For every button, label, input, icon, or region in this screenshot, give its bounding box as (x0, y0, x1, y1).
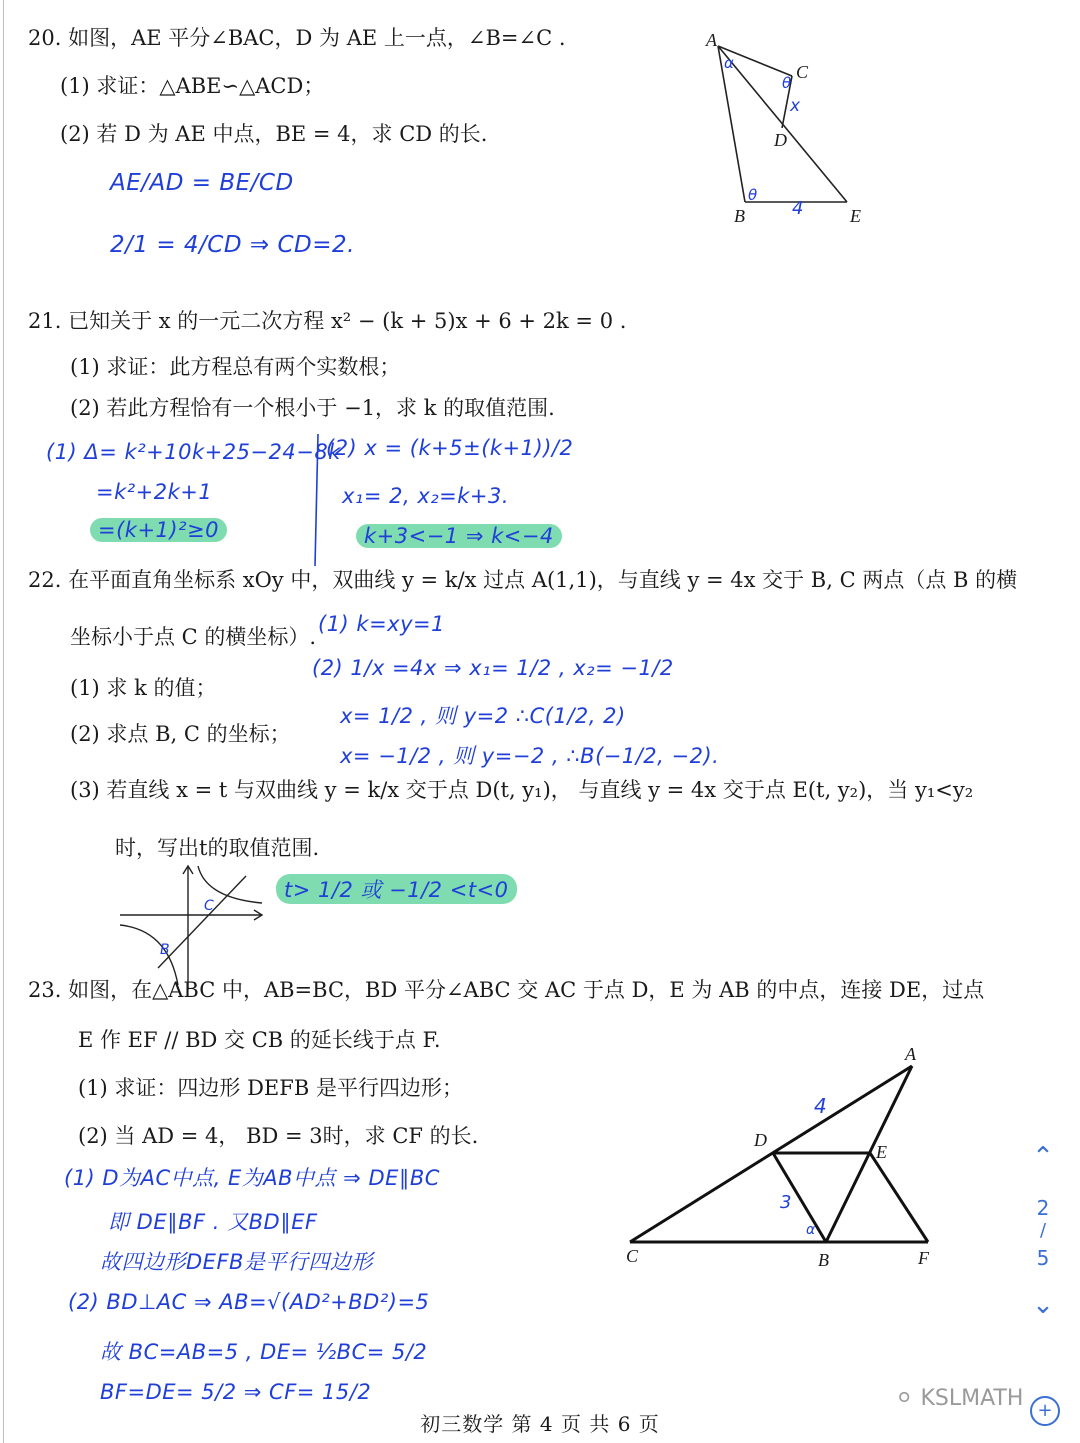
q23-work4: (2) BD⊥AC ⇒ AB=√(AD²+BD²)=5 (68, 1290, 430, 1314)
page-up-icon[interactable]: ⌃ (1032, 1142, 1054, 1172)
q21-stem: 21. 已知关于 x 的一元二次方程 x² − (k + 5)x + 6 + 2k = 0 . (28, 309, 627, 333)
page-total: 5 (1036, 1246, 1050, 1270)
q22-part2: (2) 求点 B, C 的坐标； (70, 722, 291, 746)
page-down-icon[interactable]: ⌄ (1032, 1290, 1054, 1320)
q23-stem: 23. 如图，在△ABC 中，AB=BC，BD 平分∠ABC 交 AC 于点 D，E 为 AB 的中点，连接 DE，过点 (28, 978, 985, 1002)
q20-label-e: E (850, 206, 861, 226)
q20-mark-alpha: α (724, 54, 735, 72)
q23-part2: (2) 当 AD = 4， BD = 3时，求 CF 的长. (78, 1124, 479, 1148)
q23-mark-four: 4 (814, 1094, 828, 1118)
q20-part2: (2) 若 D 为 AE 中点，BE = 4，求 CD 的长. (60, 122, 488, 146)
watermark-text: KSLMATH (920, 1386, 1024, 1411)
q22-part3: (3) 若直线 x = t 与双曲线 y = k/x 交于点 D(t, y₁)， 与直线 y = 4x 交于点 E(t, y₂)，当 y₁<y₂ (70, 778, 974, 802)
q22-work1: (1) k=xy=1 (318, 612, 445, 636)
q23-label-e: E (876, 1142, 887, 1162)
q20-part1: (1) 求证：△ABE∽△ACD； (60, 74, 325, 98)
q20-figure (718, 46, 847, 202)
q20-label-a: A (706, 30, 717, 50)
q23-label-f: F (918, 1248, 929, 1268)
q20-label-b: B (734, 206, 745, 226)
page-separator: / (1039, 1220, 1047, 1241)
q20-label-c: C (796, 62, 809, 82)
q21-work1: (1) Δ= k²+10k+25−24−8k (46, 440, 341, 464)
q21-part2: (2) 若此方程恰有一个根小于 −1，求 k 的取值范围. (70, 396, 555, 420)
q23-part1: (1) 求证：四边形 DEFB 是平行四边形； (78, 1076, 463, 1100)
q22-stem2: 坐标小于点 C 的横坐标）. (70, 625, 317, 649)
q20-work1: AE/AD = BE/CD (110, 170, 294, 196)
q23-work6: BF=DE= 5/2 ⇒ CF= 15/2 (100, 1380, 372, 1404)
q21-work2: =k²+2k+1 (96, 480, 213, 504)
q21-work6: k+3<−1 ⇒ k<−4 (356, 524, 562, 548)
segment-ef (870, 1153, 928, 1242)
q20-mark-four: 4 (792, 198, 804, 219)
q22-work5: t> 1/2 或 −1/2 <t<0 (276, 874, 517, 904)
q22-work3: x= 1/2 , 则 y=2 ∴C(1/2, 2) (340, 704, 626, 728)
q22-part1: (1) 求 k 的值； (70, 676, 217, 700)
q23-label-a: A (905, 1044, 916, 1064)
q22-graph-label-b: B (160, 942, 171, 958)
q23-work2: 即 DE∥BF . 又BD∥EF (108, 1210, 318, 1234)
q22-graph (120, 866, 262, 990)
q23-stem2: E 作 EF // BD 交 CB 的延长线于点 F. (78, 1028, 441, 1052)
q23-work3: 故四边形DEFB是平行四边形 (100, 1250, 373, 1274)
q22-stem: 22. 在平面直角坐标系 xOy 中，双曲线 y = k/x 过点 A(1,1)，与直线 y = 4x 交于 B, C 两点（点 B 的横 (28, 568, 1018, 592)
q20-mark-theta-c: θ (782, 74, 792, 92)
q22-graph-label-c: C (204, 898, 215, 914)
q23-work1: (1) D为AC中点, E为AB中点 ⇒ DE∥BC (64, 1166, 440, 1190)
page-current: 2 (1036, 1196, 1050, 1220)
q23-work5: 故 BC=AB=5 , DE= ½BC= 5/2 (100, 1340, 428, 1364)
q21-work3: =(k+1)²≥0 (90, 518, 227, 542)
page-footer: 初三数学 第 4 页 共 6 页 (420, 1412, 660, 1436)
wechat-icon: ⚪ (895, 1386, 914, 1411)
q20-work2: 2/1 = 4/CD ⇒ CD=2. (110, 232, 355, 258)
q21-work4: (2) x = (k+5±(k+1))/2 (326, 436, 574, 460)
q22-work2: (2) 1/x =4x ⇒ x₁= 1/2 , x₂= −1/2 (312, 656, 674, 680)
watermark (895, 1386, 1023, 1411)
q23-label-b: B (818, 1250, 829, 1270)
q21-work5: x₁= 2, x₂=k+3. (342, 484, 510, 508)
q23-mark-alpha: α (806, 1222, 816, 1238)
q23-mark-three: 3 (780, 1192, 792, 1213)
q21-part1: (1) 求证：此方程总有两个实数根； (70, 355, 401, 379)
q23-label-d: D (754, 1130, 767, 1150)
q20-mark-x: x (790, 96, 801, 116)
q22-work4: x= −1/2 , 则 y=−2 , ∴B(−1/2, −2). (340, 744, 720, 768)
line-y4x (158, 876, 246, 968)
q22-part3b: 时，写出t的取值范围. (115, 836, 320, 860)
q23-label-c: C (626, 1246, 639, 1266)
q20-label-d: D (774, 130, 787, 150)
q20-mark-theta-b: θ (748, 186, 758, 204)
q20-stem: 20. 如图，AE 平分∠BAC，D 为 AE 上一点，∠B=∠C . (28, 26, 566, 50)
zoom-in-icon[interactable]: + (1030, 1396, 1060, 1426)
